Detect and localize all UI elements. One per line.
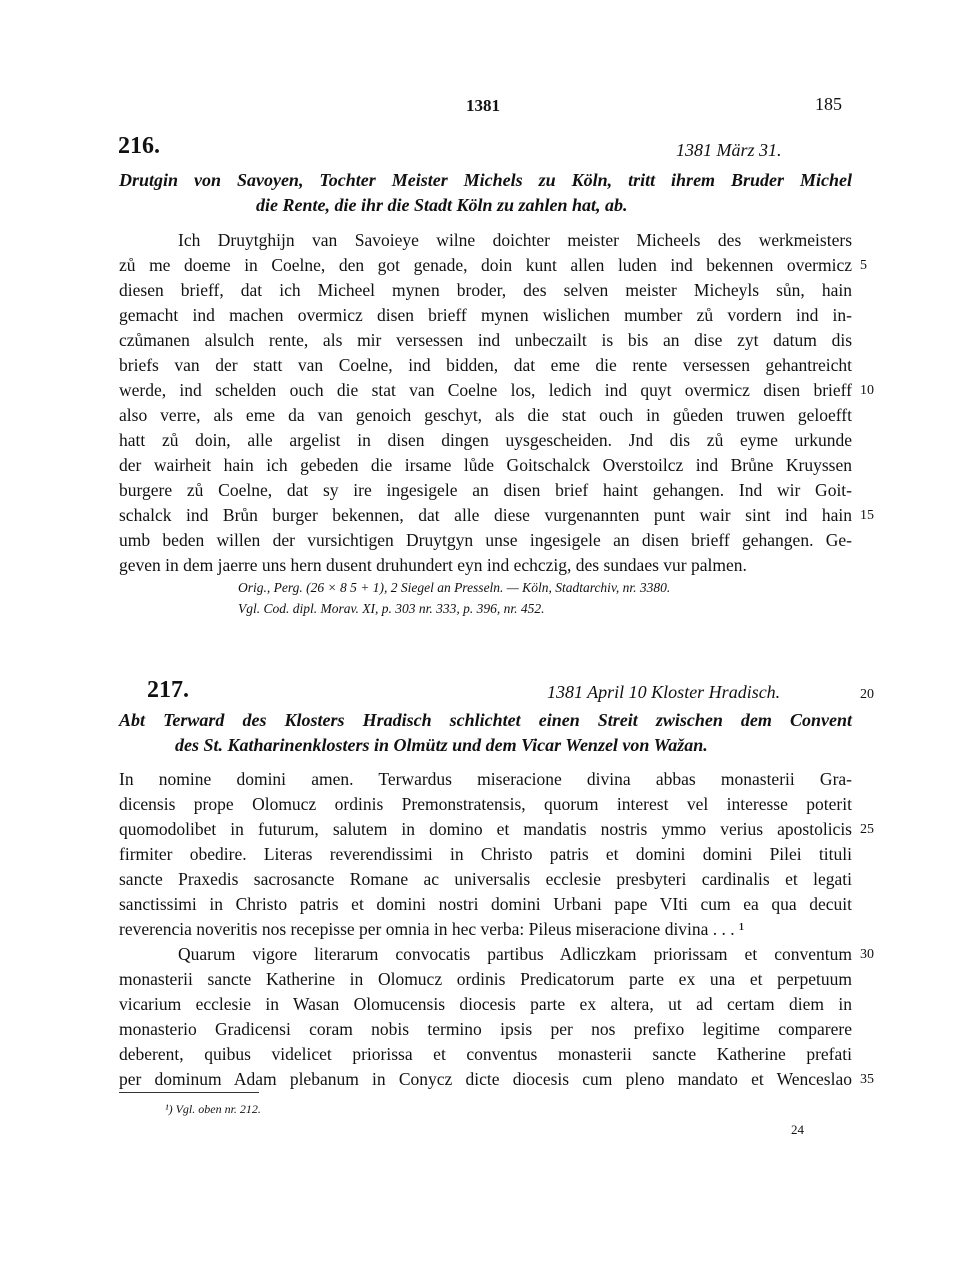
body-line: reverencia noveritis nos recepisse per omnia in hec verba: Pileus miseracione divina . . . ¹ (119, 919, 745, 939)
margin-line-number: 35 (860, 1072, 874, 1087)
body-line: In nomine domini amen. Terwardus miseracione divina abbas monasterii Gra- (119, 769, 852, 789)
body-line: Quarum vigore literarum convocatis partibus Adliczkam priorissam et conventum (178, 944, 852, 964)
margin-line-number: 30 (860, 947, 874, 962)
body-line: also verre, als eme da van genoich geschyt, als die stat ouch in gůeden truwen geloefft (119, 405, 852, 425)
body-line: schalck ind Brůn burger bekennen, dat alle diese vurgenannten punt wair sint ind hain (119, 505, 852, 525)
body-line: gemacht ind machen overmicz disen brieff mynen wislichen mumber zů vordern ind in- (119, 305, 852, 325)
body-line: vicarium ecclesie in Wasan Olomucensis diocesis parte ex altera, ut ad certam diem in (119, 994, 852, 1014)
body-line: Ich Druytghijn van Savoieye wilne doichter meister Micheels des werkmeisters (178, 230, 852, 250)
body-line: hatt zů doin, alle argelist in disen dingen uysgescheiden. Jnd dis zů eyme urkunde (119, 430, 852, 450)
body-line: briefs van der statt van Coelne, ind bidden, dat eme die rente versessen gehantreicht (119, 355, 852, 375)
doc-216-date: 1381 März 31. (676, 140, 782, 160)
body-line: sanctissimi in Christo patris et domini nostri domini Urbani pape VIti cum ea qua decuit (119, 894, 852, 914)
doc-216-summary-line-2: die Rente, die ihr die Stadt Köln zu zahlen hat, ab. (256, 195, 628, 215)
body-line: monasterii sancte Katherine in Olomucz ordinis Predicatorum parte ex una et perpetuum (119, 969, 852, 989)
doc-216-number: 216. (118, 133, 160, 159)
doc-216-source-line-2: Vgl. Cod. dipl. Morav. XI, p. 303 nr. 333, p. 396, nr. 452. (238, 601, 545, 616)
margin-line-number: 20 (860, 687, 874, 702)
doc-216-summary-line-1: Drutgin von Savoyen, Tochter Meister Michels zu Köln, tritt ihrem Bruder Michel (119, 170, 852, 190)
body-line: umb beden willen der vursichtigen Druytgyn unse ingesigele an disen brieff gehangen. Ge- (119, 530, 852, 550)
body-line: werde, ind schelden ouch die stat van Coelne los, ledich ind quyt overmicz disen brieff (119, 380, 852, 400)
body-line: der wairheit hain ich gebeden die irsame lůde Goitschalck Overstoilcz ind Brůne Kruyssen (119, 455, 852, 475)
doc-217-date: 1381 April 10 Kloster Hradisch. (547, 682, 781, 702)
body-line: firmiter obedire. Literas reverendissimi in Christo patris et domini domini Pilei tituli (119, 844, 852, 864)
margin-line-number: 10 (860, 383, 874, 398)
footnote: ¹) Vgl. oben nr. 212. (165, 1102, 261, 1116)
doc-217-number: 217. (147, 677, 189, 703)
body-line: per dominum Adam plebanum in Conycz dicte diocesis cum pleno mandato et Wenceslao (119, 1069, 852, 1089)
signature-mark: 24 (791, 1122, 804, 1137)
body-line: diesen brieff, dat ich Micheel mynen broder, des selven meister Micheyls sůn, hain (119, 280, 852, 300)
body-line: monasterio Gradicensi coram nobis termino ipsis per nos prefixo legitime comparere (119, 1019, 852, 1039)
margin-line-number: 15 (860, 508, 874, 523)
margin-line-number: 5 (860, 258, 867, 273)
body-line: deberent, quibus videlicet priorissa et conventus monasterii sancte Katherine prefati (119, 1044, 852, 1064)
footnote-rule (119, 1092, 259, 1093)
running-head-year: 1381 (466, 96, 500, 115)
doc-216-source-line-1: Orig., Perg. (26 × 8 5 + 1), 2 Siegel an Presseln. — Köln, Stadtarchiv, nr. 3380. (238, 580, 671, 595)
doc-217-summary-line-1: Abt Terward des Klosters Hradisch schlichtet einen Streit zwischen dem Convent (119, 710, 852, 730)
body-line: dicensis prope Olomucz ordinis Premonstratensis, quorum interest vel interesse poterit (119, 794, 852, 814)
doc-217-summary-line-2: des St. Katharinenklosters in Olmütz und dem Vicar Wenzel von Wažan. (175, 735, 708, 755)
margin-line-number: 25 (860, 822, 874, 837)
body-line: burgere zů Coelne, dat sy ire ingesigele an disen brief haint gehangen. Ind wir Goit- (119, 480, 852, 500)
body-line: quomodolibet in futurum, salutem in domino et mandatis nostris ymmo verius apostolicis (119, 819, 852, 839)
body-line: geven in dem jaerre uns hern dusent druhundert eyn ind echczig, des sundaes vur palmen. (119, 555, 747, 575)
page-number: 185 (815, 94, 842, 114)
body-line: czůmanen alsulch rente, als mir versessen ind unbeczailt is bis an dise zyt datum dis (119, 330, 852, 350)
body-line: sancte Praxedis sacrosancte Romane ac universalis ecclesie presbyteri cardinalis et legati (119, 869, 852, 889)
body-line: zů me doeme in Coelne, den got genade, doin kunt allen luden ind bekennen overmicz (119, 255, 852, 275)
